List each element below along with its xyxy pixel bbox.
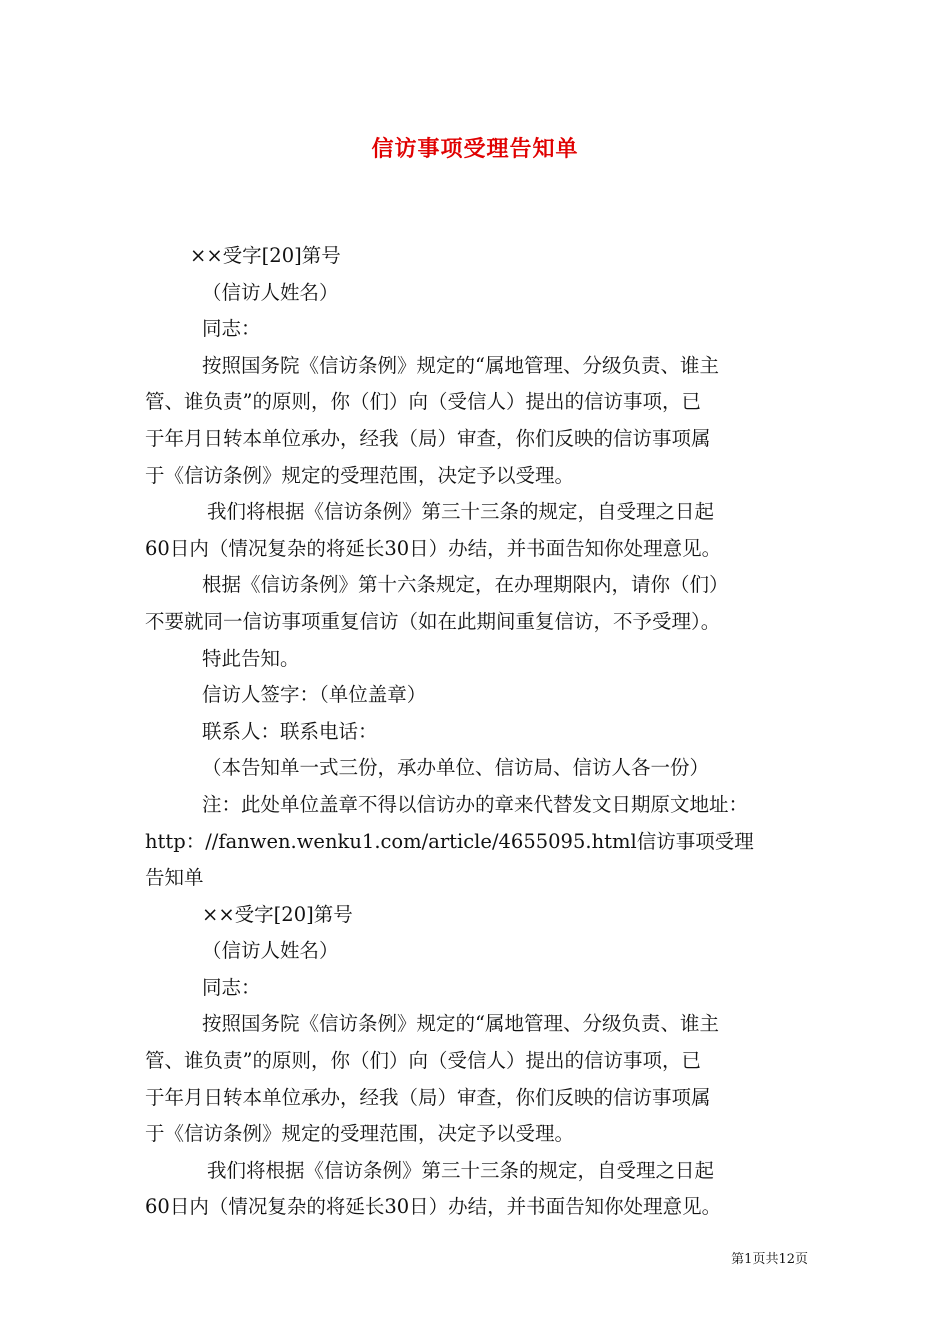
paragraph-line: 按照国务院《信访条例》规定的“属地管理、分级负责、谁主 — [202, 353, 719, 377]
paragraph-line: 于《信访条例》规定的受理范围，决定予以受理。 — [145, 1122, 575, 1146]
paragraph-line: 不要就同一信访事项重复信访（如在此期间重复信访，不予受理）。 — [145, 609, 721, 633]
page-number: 第1页共12页 — [731, 1252, 808, 1267]
signature-line: 信访人签字：（单位盖章） — [202, 683, 427, 707]
source-url-line: http：//fanwen.wenku1.com/article/4655095.html信访事项受理 — [145, 829, 754, 853]
paragraph-line: 于《信访条例》规定的受理范围，决定予以受理。 — [145, 463, 575, 487]
paragraph-line: 我们将根据《信访条例》第三十三条的规定，自受理之日起 — [207, 500, 715, 524]
contact-line: 联系人：联系电话： — [202, 719, 378, 743]
salutation-line: 同志： — [202, 975, 261, 999]
paragraph-line: 按照国务院《信访条例》规定的“属地管理、分级负责、谁主 — [202, 1012, 719, 1036]
paragraph-line: 60日内（情况复杂的将延长30日）办结，并书面告知你处理意见。 — [145, 536, 722, 560]
paragraph-line: 60日内（情况复杂的将延长30日）办结，并书面告知你处理意见。 — [145, 1195, 722, 1219]
salutation-line: 同志： — [202, 317, 261, 341]
reference-number-line: ××受字[20]第号 — [190, 244, 341, 267]
paragraph-line: 我们将根据《信访条例》第三十三条的规定，自受理之日起 — [207, 1158, 715, 1182]
paragraph-line: 告知单 — [145, 866, 204, 890]
paragraph-line: 根据《信访条例》第十六条规定，在办理期限内，请你（们） — [202, 573, 729, 597]
notice-line: 特此告知。 — [202, 646, 300, 670]
copies-note-line: （本告知单一式三份，承办单位、信访局、信访人各一份） — [202, 756, 710, 780]
petitioner-name-line: （信访人姓名） — [202, 280, 339, 304]
document-title: 信访事项受理告知单 — [371, 136, 579, 162]
paragraph-line: 管、谁负责”的原则，你（们）向（受信人）提出的信访事项，已 — [145, 1049, 701, 1073]
remark-line: 注：此处单位盖章不得以信访办的章来代替发文日期原文地址： — [202, 792, 749, 816]
paragraph-line: 于年月日转本单位承办，经我（局）审查，你们反映的信访事项属 — [145, 1085, 711, 1109]
reference-number-line: ××受字[20]第号 — [202, 902, 353, 926]
paragraph-line: 管、谁负责”的原则，你（们）向（受信人）提出的信访事项，已 — [145, 390, 701, 414]
document-body — [145, 238, 810, 1226]
petitioner-name-line: （信访人姓名） — [202, 939, 339, 963]
paragraph-line: 于年月日转本单位承办，经我（局）审查，你们反映的信访事项属 — [145, 426, 711, 450]
